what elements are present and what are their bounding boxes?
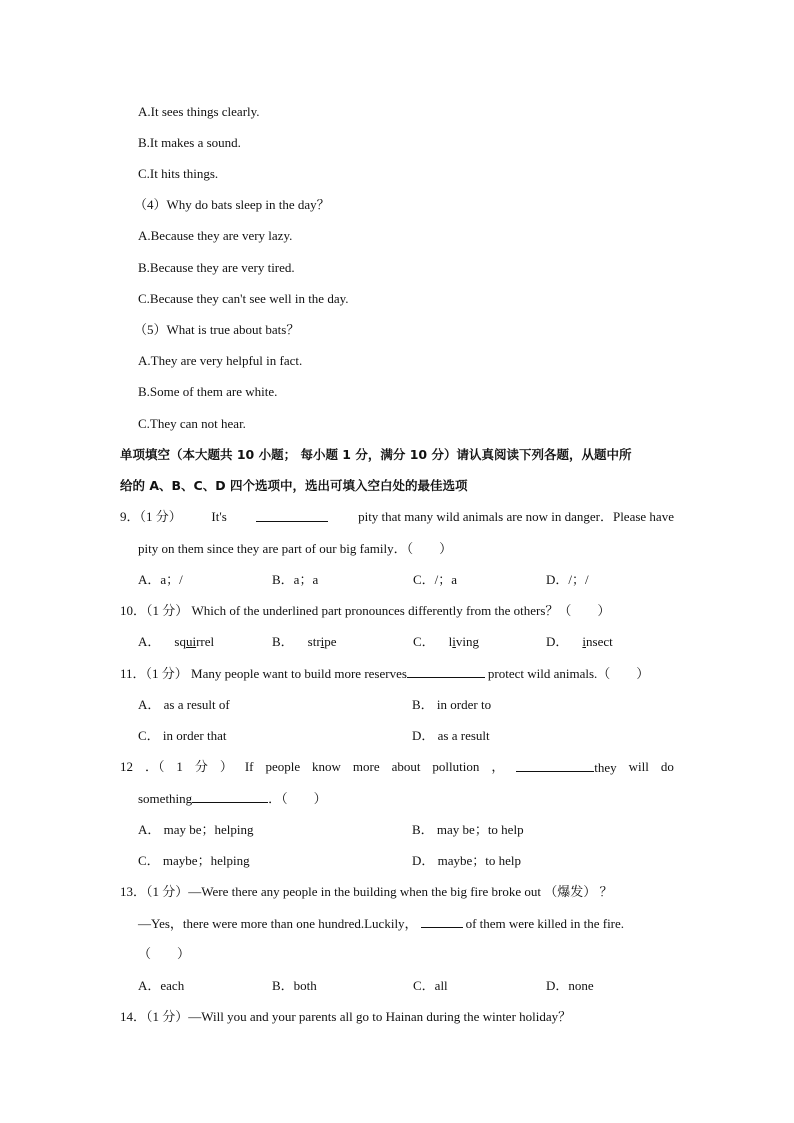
q8-5-option-b: B.Some of them are white. [138, 384, 278, 399]
q8-3-option-a: A.It sees things clearly. [138, 104, 260, 119]
q10-option-c-label: C． [413, 634, 435, 649]
q11-pre: 11．（1 分） Many people want to build more reserves [120, 666, 407, 681]
q12-line2-pre: something [138, 791, 193, 806]
q8-3-option-b: B.It makes a sound. [138, 135, 241, 150]
q12-word: know [312, 759, 341, 774]
q9-option-b[interactable]: B．a；a [272, 572, 319, 587]
q12-blank-2[interactable] [192, 789, 268, 803]
q10-option-d-label: D． [546, 634, 569, 649]
q12-word: pollution [432, 759, 480, 774]
q13-blank[interactable] [421, 914, 463, 928]
q10-option-b-post: pe [324, 634, 337, 649]
q12-word: people [265, 759, 301, 774]
q13-line3: （ ） [138, 946, 191, 961]
q10-option-a[interactable] [138, 633, 214, 651]
q13-option-b[interactable]: B．both [272, 978, 317, 993]
q9-option-a[interactable]: A．a；/ [138, 572, 183, 587]
q12-option-b[interactable]: B． may be；to help [412, 822, 524, 837]
q14-line1: 14．（1 分）—Will you and your parents all go to Hainan during the winter holiday？ [120, 1009, 572, 1024]
q11-question [120, 664, 649, 683]
q8-4-question: （4）Why do bats sleep in the day？ [134, 197, 330, 212]
q8-4-option-a: A.Because they are very lazy. [138, 228, 293, 243]
q8-5-option-a: A.They are very helpful in fact. [138, 353, 303, 368]
q10-option-a-pre: sq [174, 634, 186, 649]
q13-option-c[interactable]: C．all [413, 978, 448, 993]
q10-option-b-underlined: i [320, 634, 325, 649]
q10-option-d-post: nsect [586, 634, 613, 649]
q10-option-c-pre: l [448, 634, 453, 649]
q12-word: about [391, 759, 421, 774]
q12-word: do [660, 759, 674, 774]
section-heading-line1: 单项填空（本大题共 10 小题； 每小题 1 分，满分 10 分）请认真阅读下列各题，从题中所 [120, 447, 632, 462]
q12-line2 [138, 789, 327, 808]
q12-word: ．（ [144, 759, 165, 774]
q10-option-c[interactable] [413, 633, 479, 651]
q8-5-question: （5）What is true about bats？ [134, 322, 300, 337]
q10-option-b[interactable] [272, 633, 337, 651]
q11-option-c[interactable]: C． in order that [138, 728, 227, 743]
q12-word: If [244, 759, 254, 774]
q11-option-d[interactable]: D． as a result [412, 728, 490, 743]
q12-word: 分 [194, 759, 208, 774]
q12-option-c[interactable]: C． maybe；helping [138, 853, 250, 868]
q10-option-b-label: B． [272, 634, 294, 649]
q10-option-d[interactable] [546, 633, 613, 651]
q9-option-d[interactable]: D．/；/ [546, 572, 589, 587]
q12-word: will [628, 759, 649, 774]
q8-4-option-b: B.Because they are very tired. [138, 260, 295, 275]
q10-option-c-post: ving [455, 634, 480, 649]
q12-line1 [120, 758, 674, 777]
q11-option-b[interactable]: B． in order to [412, 697, 492, 712]
q12-word: ， [491, 759, 505, 774]
q12-word: they [594, 760, 617, 775]
q12-blank-1[interactable] [516, 758, 594, 772]
q13-line2-post: of them were killed in the fire. [465, 916, 625, 931]
q11-blank[interactable] [407, 664, 485, 678]
q9-pre: It's [211, 509, 227, 524]
q10-option-c-underlined: i [452, 634, 456, 649]
q9-number: 9．（1 分） [120, 509, 182, 524]
q11-option-a[interactable]: A． as a result of [138, 697, 230, 712]
q12-word: ） [219, 759, 233, 774]
q10-option-a-underlined: ui [185, 634, 197, 649]
q13-line1: 13．（1 分）—Were there any people in the building when the big fire broke out （爆发） ？ [120, 884, 613, 899]
q8-4-option-c: C.Because they can't see well in the day. [138, 291, 349, 306]
section-heading-line2: 给的 A、B、C、D 四个选项中，选出可填入空白处的最佳选项 [120, 478, 468, 493]
q10-option-d-underlined: i [582, 634, 587, 649]
q13-option-d[interactable]: D．none [546, 978, 594, 993]
q9-line2: pity on them since they are part of our big family．（ ） [138, 541, 453, 556]
q10-option-b-pre: str [307, 634, 321, 649]
q13-option-a[interactable]: A．each [138, 978, 185, 993]
q10-question: 10．（1 分） Which of the underlined part pronounces differently from the others？（ ） [120, 603, 611, 618]
q10-option-a-label: A． [138, 634, 161, 649]
q10-option-a-post: rrel [196, 634, 215, 649]
q8-3-option-c: C.It hits things. [138, 166, 219, 181]
q8-5-option-c: C.They can not hear. [138, 416, 246, 431]
q9-option-c[interactable]: C．/；a [413, 572, 458, 587]
q9-line1 [120, 508, 674, 526]
q9-blank[interactable] [256, 508, 328, 522]
q13-line2-pre: —Yes，there were more than one hundred.Luckily， [138, 916, 418, 931]
q12-word: 1 [176, 759, 183, 774]
q11-post: protect wild animals.（ ） [487, 666, 650, 681]
q12-option-d[interactable]: D． maybe；to help [412, 853, 522, 868]
q12-line2-post: ．（ ） [268, 791, 327, 806]
q12-word: 12 [120, 759, 133, 774]
q12-word: more [352, 759, 380, 774]
q13-line2 [138, 914, 624, 933]
q12-option-a[interactable]: A． may be；helping [138, 822, 254, 837]
q9-post: pity that many wild animals are now in danger．Please have [358, 509, 674, 524]
